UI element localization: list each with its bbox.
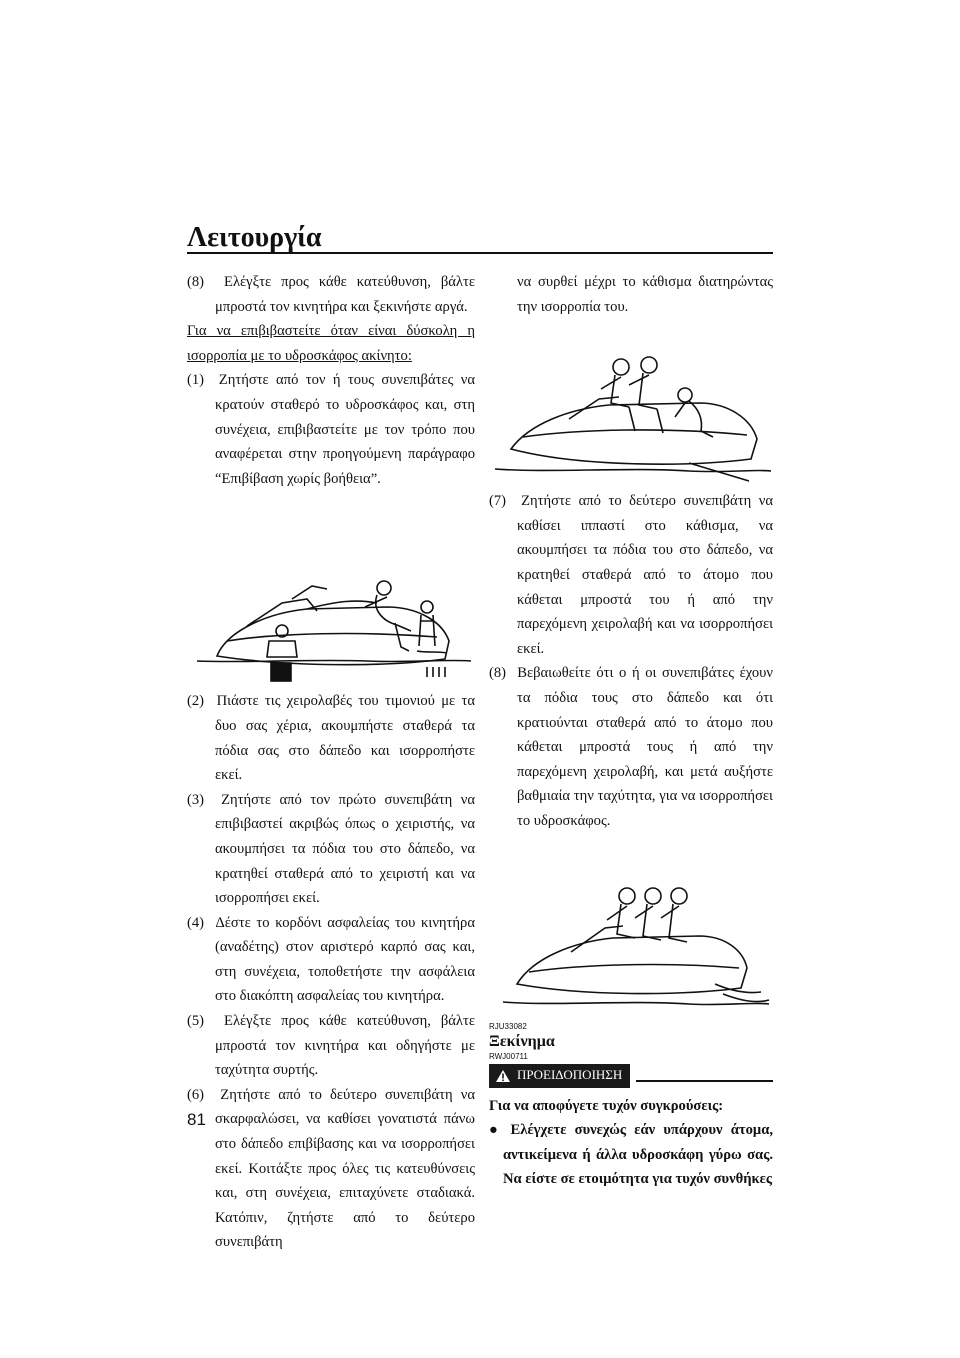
section-title: Λειτουργία [187, 222, 322, 253]
warning-label: ΠΡΟΕΙΔΟΠΟΙΗΣΗ [517, 1067, 623, 1083]
warning-header [489, 1064, 773, 1088]
watercraft-three-riders-illustration [489, 834, 773, 1022]
figure-three-riders [489, 834, 773, 1022]
step-4: (4) Δέστε το κορδόνι ασφαλείας του κινητήρα (αναδέτης) στον αριστερό καρπό σας και, στη συνέχεια, τοποθετήστε την ασφάλεια στο διακόπτη ασφαλείας του κινητήρα. [187, 914, 475, 1005]
figure-boarding-from-water [187, 491, 475, 689]
step-2: (2) Πιάστε τις χειρολαβές του τιμονιού με τα δυο σας χέρια, ακουμπήστε σταθερά τα πόδια σας στο δάπεδο και ισορροπήστε εκεί. [187, 693, 475, 784]
step-6: (6) Ζητήστε από το δεύτερο συνεπιβάτη να σκαρφαλώσει, να καθίσει γονατιστά πάνω στο δάπεδο επιβίβασης και να ισορροπήσει εκεί. Κοιτάξτε προς όλες τις κατευθύνσεις και, στη συνέχεια, επιταχύνετε σταδιακά. Κατόπιν, ζητήστε από το δεύτερο συνεπιβάτη [187, 1086, 475, 1251]
section-code: RJU33082 [489, 1021, 527, 1031]
warning-triangle-icon [495, 1069, 511, 1083]
warning-bullet: ● Ελέγχετε συνεχώς εάν υπάρχουν άτομα, αντικείμενα ή άλλα υδροσκάφη γύρω σας. Να είστε σε ετοιμότητα για τυχόν συνθήκες [489, 1122, 773, 1188]
watercraft-passenger-illustration [489, 319, 773, 489]
left-column [187, 270, 475, 1255]
right-column [489, 270, 773, 1192]
step-5: (5) Ελέγξτε προς κάθε κατεύθυνση, βάλτε μπροστά τον κινητήρα και οδηγήστε με ταχύτητα συρτής. [187, 1013, 475, 1079]
starting-heading: Ξεκίνημα [489, 1032, 555, 1050]
warning-badge [489, 1064, 630, 1088]
warning-code: RWJ00711 [489, 1051, 528, 1061]
step-8: (8) Βεβαιωθείτε ότι ο ή οι συνεπιβάτες έχουν τα πόδια τους στο δάπεδο και ότι κρατιούνται σταθερά από το άτομο που κάθεται μπροστά τους ή από την παρεχόμενη χειρολαβή, και μετά αυξήστε βαθμιαία την ταχύτητα, για να ισορροπήσει το υδροσκάφος. [489, 665, 774, 829]
watercraft-boarding-illustration [187, 491, 475, 689]
step-1: (1) Ζητήστε από τον ή τους συνεπιβάτες να κρατούν σταθερό το υδροσκάφος και, στη συνέχεια, επιβιβαστείτε με τον τρόπο που αναφέρεται στην προηγούμενη παράγραφο “Επιβίβαση χωρίς βοήθεια”. [187, 372, 475, 487]
subheading-difficult-balance: Για να επιβιβαστείτε όταν είναι δύσκολη η ισορροπία με το υδροσκάφος ακίνητο: [187, 323, 475, 364]
warning-rule [636, 1080, 773, 1082]
step-8-boarding: (8) Ελέγξτε προς κάθε κατεύθυνση, βάλτε μπροστά τον κινητήρα και ξεκινήστε αργά. [187, 274, 475, 315]
warning-lead: Για να αποφύγετε τυχόν συγκρούσεις: [489, 1097, 724, 1114]
step-7: (7) Ζητήστε από το δεύτερο συνεπιβάτη να καθίσει ιππαστί στο κάθισμα, να ακουμπήσει τα πόδια του στο δάπεδο, να κρατηθεί σταθερά από το άτομο που κάθεται μπροστά του ή από την παρεχόμενη χειρολαβή και να ισορροπήσει εκεί. [489, 493, 773, 657]
step-6-continued: να συρθεί μέχρι το κάθισμα διατηρώντας την ισορροπία του. [517, 274, 773, 315]
title-rule [187, 252, 773, 254]
page-number: 81 [187, 1110, 206, 1129]
step-3: (3) Ζητήστε από τον πρώτο συνεπιβάτη να επιβιβαστεί ακριβώς όπως ο χειριστής, να ακουμπήσει τα πόδια του στο δάπεδο, να κρατηθεί σταθερά από το χειριστή και να ισορροπήσει εκεί. [187, 791, 476, 907]
bullet-icon: ● [489, 1122, 503, 1139]
figure-passenger-climbing [489, 319, 773, 489]
